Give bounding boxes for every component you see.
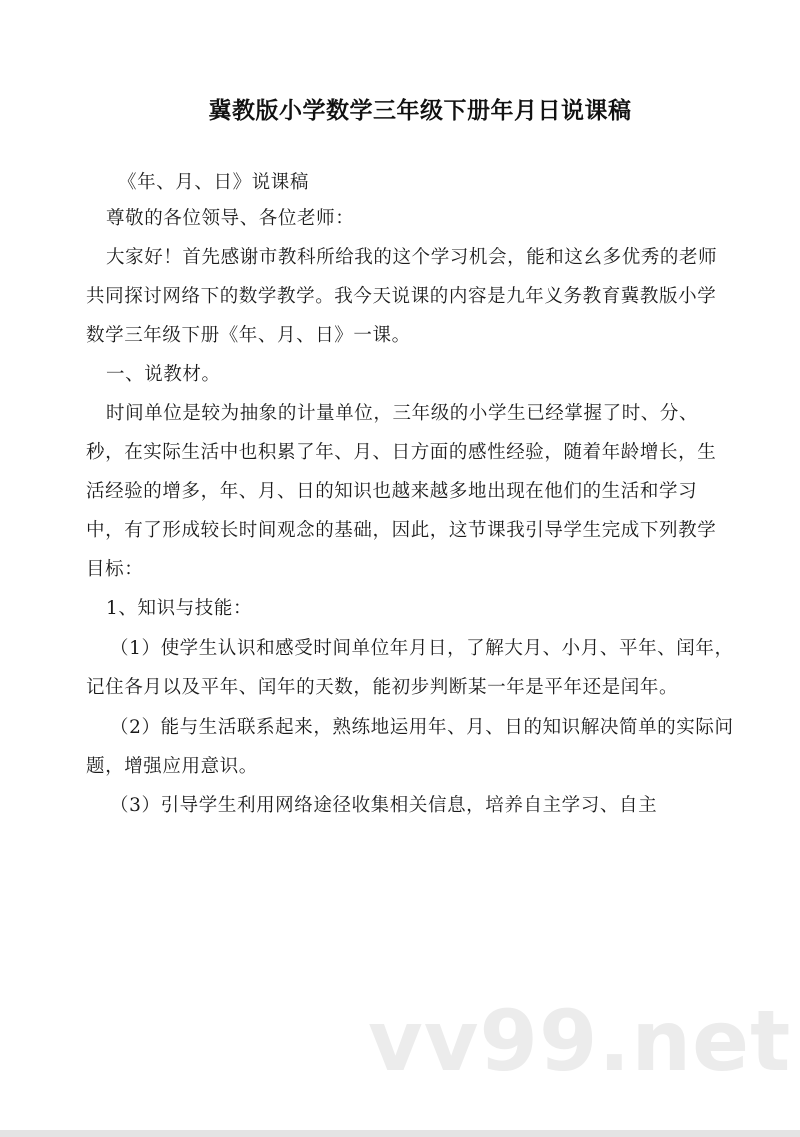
paragraph-line: 《年、月、日》说课稿 <box>118 172 310 193</box>
paragraph-line: 秒，在实际生活中也积累了年、月、日方面的感性经验，随着年龄增长，生 <box>86 442 717 463</box>
paragraph-line: 活经验的增多，年、月、日的知识也越来越多地出现在他们的生活和学习 <box>86 481 698 502</box>
paragraph-line: （2）能与生活联系起来，熟练地运用年、月、日的知识解决简单的实际问 <box>110 717 734 738</box>
page-bottom-edge <box>0 1130 800 1137</box>
subsection-heading: 1、知识与技能： <box>106 598 253 619</box>
paragraph-line: 数学三年级下册《年、月、日》一课。 <box>86 325 411 346</box>
paragraph-line: 记住各月以及平年、闰年的天数，能初步判断某一年是平年还是闰年。 <box>86 677 679 698</box>
paragraph-line: 中，有了形成较长时间观念的基础，因此，这节课我引导学生完成下列教学 <box>86 520 717 541</box>
paragraph-line: 大家好！首先感谢市教科所给我的这个学习机会，能和这幺多优秀的老师 <box>106 247 718 268</box>
section-heading: 一、说教材。 <box>106 364 221 385</box>
watermark: vv99.net <box>368 992 792 1090</box>
paragraph-line: 题，增强应用意识。 <box>86 756 258 777</box>
paragraph-line: 时间单位是较为抽象的计量单位，三年级的小学生已经掌握了时、分、 <box>106 403 699 424</box>
paragraph-line: （3）引导学生利用网络途径收集相关信息，培养自主学习、自主 <box>110 795 658 816</box>
paragraph-line: （1）使学生认识和感受时间单位年月日，了解大月、小月、平年、闰年， <box>110 638 734 659</box>
paragraph-line: 尊敬的各位领导、各位老师： <box>106 208 355 229</box>
paragraph-line: 共同探讨网络下的数学教学。我今天说课的内容是九年义务教育冀教版小学 <box>86 286 717 307</box>
document-title: 冀教版小学数学三年级下册年月日说课稿 <box>208 98 632 124</box>
paragraph-line: 目标： <box>86 559 144 580</box>
